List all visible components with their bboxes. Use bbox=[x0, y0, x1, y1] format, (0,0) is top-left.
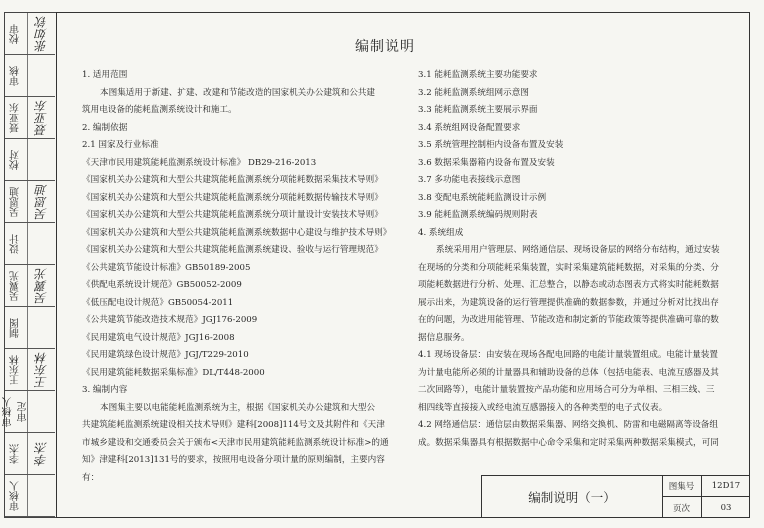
approval-signature: 吴翼光 bbox=[34, 268, 49, 304]
text-line: 4.2 网络通信层：通信层由数据采集器、网络交换机、防雷和电磁隔离等设备组 bbox=[418, 420, 718, 430]
text-line: 系统采用用户管理层、网络通信层、现场设备层的网络分布结构，通过安装 bbox=[436, 245, 720, 255]
text-line: 《天津市民用建筑能耗监测系统设计标准》 DB29-216-2013 bbox=[82, 157, 317, 168]
approval-cell bbox=[5, 139, 55, 181]
approval-cell bbox=[5, 307, 55, 349]
text-line: 《国家机关办公建筑和大型公共建筑能耗监测系统分项能耗数据采集技术导则》 bbox=[82, 175, 383, 185]
approval-signature bbox=[29, 55, 53, 97]
text-line: 本图集适用于新建、扩建、改建和节能改造的国家机关办公建筑和公共建 bbox=[100, 87, 376, 98]
text-line: 4. 系统组成 bbox=[418, 227, 464, 238]
text-line: 3.5 系统管理控制柜内设备布置及安装 bbox=[418, 140, 564, 150]
approval-role-label: 吴翼光 bbox=[10, 271, 22, 301]
text-line: 筑用电设备的能耗监测系统设计和施工。 bbox=[82, 105, 237, 115]
text-line: 3.6 数据采集器箱内设备布置及安装 bbox=[418, 157, 555, 168]
approval-cell bbox=[5, 181, 55, 223]
text-line: 《国家机关办公建筑和大型公共建筑能耗监测系统分项能耗数据传输技术导则》 bbox=[82, 192, 383, 203]
approval-role-label: 李杰 bbox=[10, 444, 22, 464]
approval-role-label: 制图 bbox=[10, 318, 22, 338]
approval-role-label: 设计 bbox=[10, 234, 22, 254]
approval-cell bbox=[5, 223, 55, 265]
drawing-name: 编制说明（一） bbox=[482, 476, 663, 518]
approval-cell bbox=[5, 265, 55, 307]
approval-cell bbox=[5, 97, 55, 139]
text-line: 《国家机关办公建筑和大型公共建筑能耗监测系统建设、验收与运行管理规范》 bbox=[82, 245, 383, 255]
title-block bbox=[481, 475, 750, 518]
text-line: 《民用建筑能耗数据采集标准》DL/T448-2000 bbox=[82, 367, 265, 378]
text-line: 《民用建筑绿色设计规范》JGJ/T229-2010 bbox=[82, 350, 249, 360]
approval-signature: 王东林 bbox=[34, 352, 49, 388]
approval-role-label: 王东林 bbox=[10, 355, 22, 385]
text-line: 《公共建筑节能改造技术规范》JGJ176-2009 bbox=[82, 315, 258, 325]
approval-signature bbox=[29, 475, 53, 517]
approval-signature bbox=[29, 307, 53, 349]
atlas-number-value: 12D17 bbox=[702, 476, 750, 497]
approval-cell bbox=[5, 13, 55, 55]
approval-cell bbox=[5, 475, 55, 517]
approval-cell bbox=[5, 391, 55, 433]
text-line: 3.3 能耗监测系统主要展示界面 bbox=[418, 105, 538, 115]
text-line: 《国家机关办公建筑和大型公共建筑能耗监测系统分项计量设计安装技术导则》 bbox=[82, 210, 383, 220]
page-number-value: 03 bbox=[720, 502, 732, 513]
approval-cell bbox=[5, 433, 55, 475]
page-number-label: 页次 bbox=[662, 497, 702, 518]
text-line: 2. 编制依据 bbox=[82, 122, 128, 133]
atlas-number-label: 图集号 bbox=[662, 476, 702, 497]
text-line: 有： bbox=[82, 472, 100, 483]
text-line: 《国家机关办公建筑和大型公共建筑能耗监测系统数据中心建设与维护技术导则》 bbox=[82, 227, 392, 238]
text-line: 相四线等直接接入或经电流互感器接入的各种类型的电子式仪表。 bbox=[418, 402, 668, 413]
approval-role-label: 校对 bbox=[10, 150, 22, 170]
text-line: 据信息服务。 bbox=[418, 332, 470, 343]
text-line: 3.4 系统组网设备配置要求 bbox=[418, 122, 521, 133]
approval-cell bbox=[5, 55, 55, 97]
right-column bbox=[418, 67, 740, 452]
text-line: 本图集主要以电能能耗监测系统为主，根据《国家机关办公建筑和大型公 bbox=[100, 402, 376, 413]
text-line: 《供配电系统设计规范》GB50052-2009 bbox=[82, 280, 242, 290]
page-title: 编制说明 bbox=[355, 39, 415, 55]
text-line: 3. 编制内容 bbox=[82, 385, 128, 395]
text-line: 2.1 国家及行业标准 bbox=[82, 140, 159, 150]
approval-signature: 张如钦 bbox=[34, 16, 49, 52]
text-line: 3.2 能耗监测系统组网示意图 bbox=[418, 87, 529, 98]
text-line: 成。数据采集器具有根据数据中心命令采集和定时采集两种数据采集模式，可同 bbox=[418, 437, 719, 448]
left-column bbox=[82, 67, 402, 487]
approval-role-label: 审核人 审定 bbox=[3, 397, 29, 427]
approval-role-label: 聂亚东 bbox=[10, 103, 22, 133]
text-line: 在的问题，为改进用能管理、节能改造和制定新的节能政策等提供准确可靠的数 bbox=[418, 315, 719, 325]
approval-signature bbox=[29, 139, 53, 181]
text-line: 3.9 能耗监测系统编码规则附表 bbox=[418, 210, 538, 220]
text-line: 项能耗数据进行分析、处理、汇总整合，以静态或动态图表方式将实时能耗数据 bbox=[418, 280, 719, 290]
text-line: 4.1 现场设备层：由安装在现场各配电回路的电能计量装置组成。电能计量装置 bbox=[418, 350, 718, 360]
text-line: 展示出来，为建筑设备的运行管理提供准确的数据参数，并通过分析对比找出存 bbox=[418, 297, 719, 308]
text-line: 为计量电能所必须的计量器具和辅助设备的总体（包括电能表、电流互感器及其 bbox=[418, 367, 719, 378]
approval-signature: 吴恩迪 bbox=[34, 184, 49, 220]
text-line: 知》津建科[2013]131号的要求，按照用电设备分项计量的原则编制，主要内容 bbox=[82, 455, 385, 465]
text-line: 1. 适用范围 bbox=[82, 70, 128, 80]
approval-strip bbox=[4, 12, 56, 518]
approval-signature: 李杰 bbox=[34, 442, 49, 466]
text-line: 3.1 能耗监测系统主要功能要求 bbox=[418, 70, 538, 80]
approval-signature bbox=[29, 223, 53, 265]
approval-role-label: 审核人 bbox=[10, 481, 22, 511]
approval-role-label: 吴恩迪 bbox=[10, 187, 22, 217]
approval-role-label: 校审 bbox=[10, 24, 22, 44]
text-line: 二次回路等），电能计量装置按产品功能和应用场合可分为单相、三相三线、三 bbox=[418, 385, 715, 395]
approval-signature bbox=[29, 391, 53, 433]
approval-signature: 聂亚东 bbox=[34, 100, 49, 136]
text-line: 市城乡建设和交通委员会关于颁布<天津市民用建筑能耗监测系统设计标准>的通 bbox=[82, 437, 389, 448]
approval-role-label: 审核 bbox=[10, 66, 22, 86]
text-line: 《公共建筑节能设计标准》GB50189-2005 bbox=[82, 262, 251, 273]
text-line: 共建筑能耗监测系统建设相关技术导则》建科[2008]114号文及其附件和《天津 bbox=[82, 420, 385, 430]
text-line: 《民用建筑电气设计规范》JGJ16-2008 bbox=[82, 332, 235, 343]
text-line: 3.8 变配电系统能耗监测设计示例 bbox=[418, 192, 547, 203]
text-line: 《低压配电设计规范》GB50054-2011 bbox=[82, 297, 234, 308]
text-line: 3.7 多功能电表接线示意图 bbox=[418, 175, 521, 185]
approval-cell bbox=[5, 349, 55, 391]
text-line: 在现场的分类和分项能耗采集装置，实时采集建筑能耗数据，对采集的分类、分 bbox=[418, 262, 719, 273]
